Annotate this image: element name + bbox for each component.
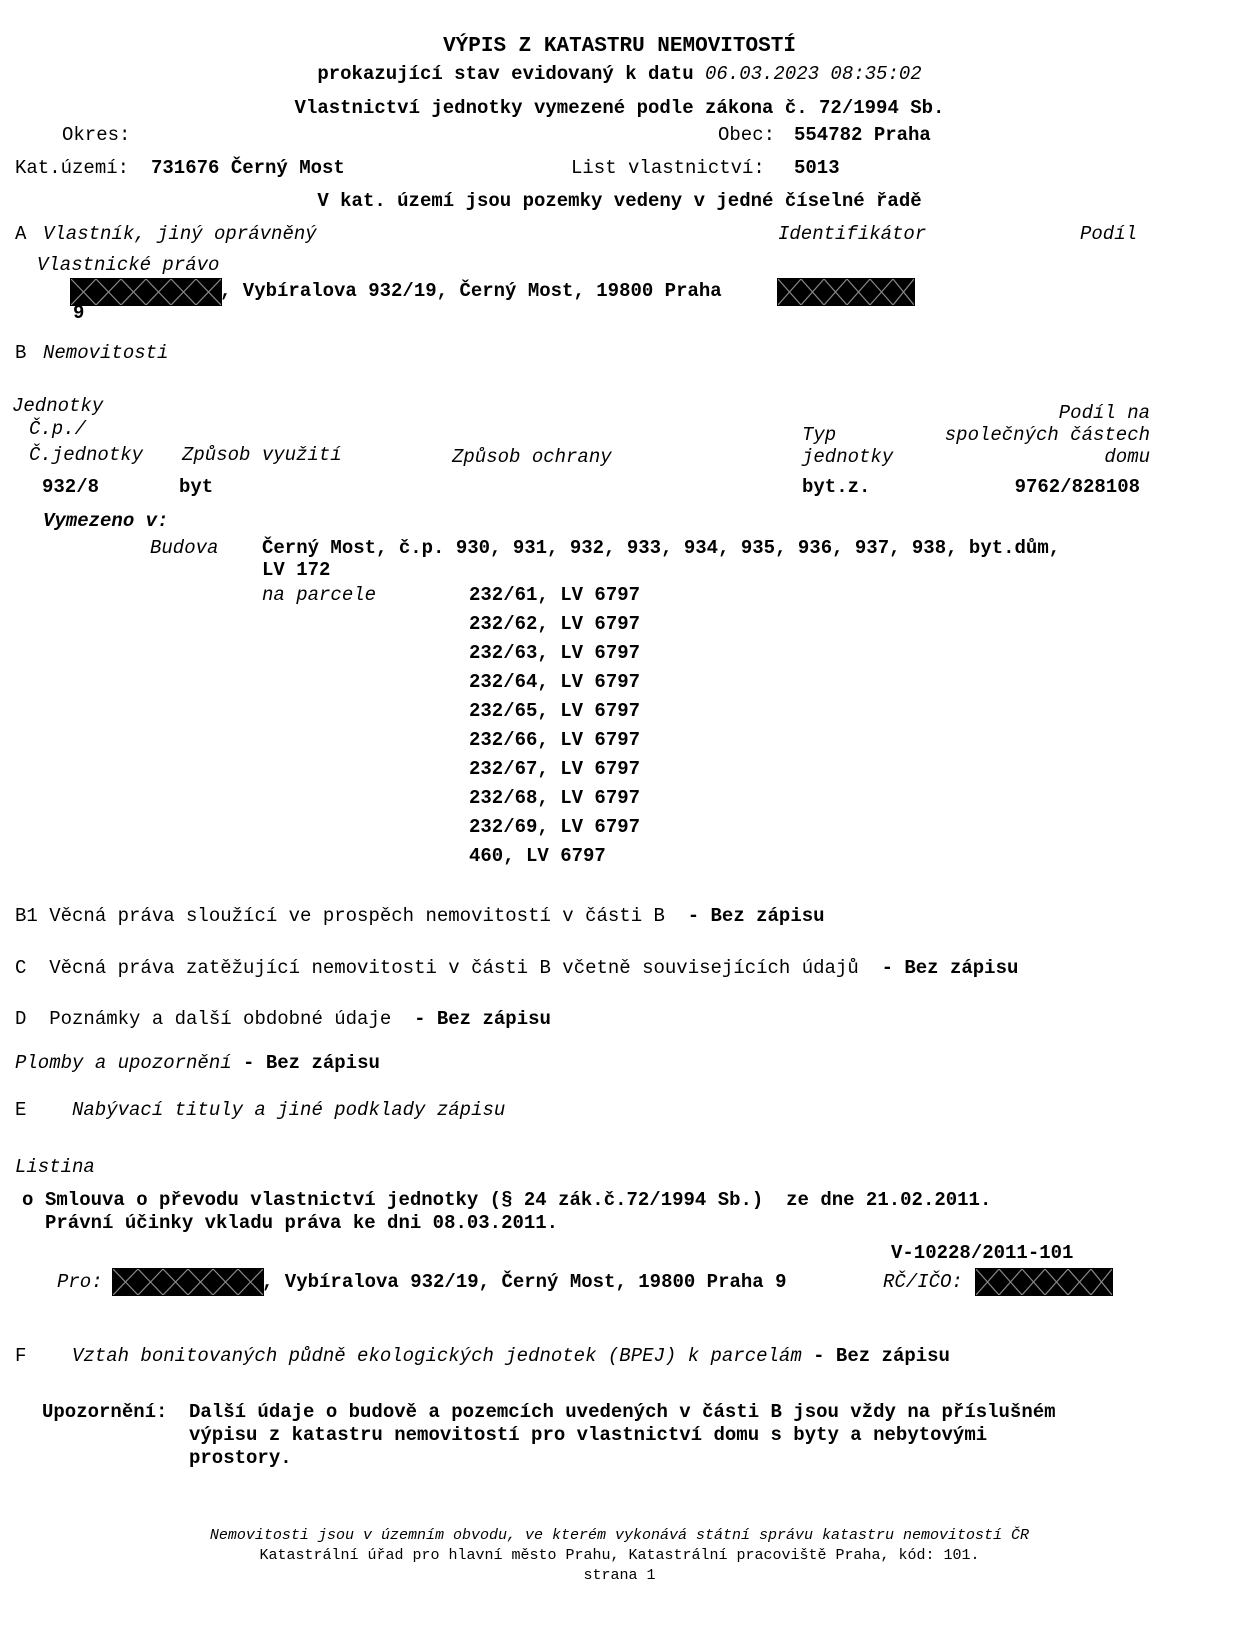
section-f-letter: F (15, 1345, 27, 1367)
section-e-title: Nabývací tituly a jiné podklady zápisu (72, 1099, 506, 1121)
section-d (15, 1008, 551, 1030)
budova-value-cont: LV 172 (262, 559, 331, 581)
column-podil-1: Podíl na (1058, 402, 1150, 424)
vymezeno-label: Vymezeno v: (43, 510, 169, 532)
warning-line1: Další údaje o budově a pozemcích uvedených v části B jsou vždy na příslušném (189, 1401, 1056, 1423)
plomby-status: - Bez zápisu (243, 1052, 380, 1074)
parcel-item: 232/65, LV 6797 (469, 700, 641, 722)
column-podil: Podíl (1080, 223, 1138, 245)
warning-line3: prostory. (189, 1447, 292, 1469)
listina-doc-line1: Smlouva o převodu vlastnictví jednotky (§ 24 zák.č.72/1994 Sb.) ze dne 21.02.2011. (45, 1189, 992, 1211)
parcel-item: 460, LV 6797 (469, 845, 606, 867)
column-typ: Typ (802, 424, 837, 446)
redacted-identifikator (777, 278, 915, 306)
footer-line2: Katastrální úřad pro hlavní město Prahu, Katastrální pracoviště Praha, kód: 101. (259, 1547, 980, 1564)
section-e-letter: E (15, 1099, 27, 1121)
column-cp: Č.p./ (29, 418, 87, 440)
section-a-title: Vlastník, jiný oprávněný (43, 223, 317, 245)
parcel-item: 232/63, LV 6797 (469, 642, 641, 664)
parcel-item: 232/66, LV 6797 (469, 729, 641, 751)
section-d-text: D Poznámky a další obdobné údaje (15, 1008, 392, 1030)
obec-value: 554782 Praha (794, 124, 931, 146)
parcel-item: 232/68, LV 6797 (469, 787, 641, 809)
section-b1 (15, 905, 825, 927)
katuzemi-value: 731676 Černý Most (151, 157, 345, 179)
budova-label: Budova (150, 537, 219, 559)
parcel-item: 232/69, LV 6797 (469, 816, 641, 838)
document-subtitle (0, 63, 1239, 85)
column-zpusob-ochrany: Způsob ochrany (452, 446, 612, 468)
redacted-rc-ico (975, 1268, 1113, 1296)
footer-line1: Nemovitosti jsou v územním obvodu, ve kterém vykonává státní správu katastru nemovitostí ČR (209, 1527, 1030, 1544)
warning-label: Upozornění: (42, 1401, 168, 1423)
vlastnicke-pravo-heading: Vlastnické právo (37, 254, 220, 276)
rc-ico-label: RČ/IČO: (883, 1271, 963, 1293)
obec-label: Obec: (718, 124, 776, 146)
column-identifikator: Identifikátor (778, 223, 927, 245)
jednotky-heading: Jednotky (12, 395, 104, 417)
parcel-item: 232/67, LV 6797 (469, 758, 641, 780)
lv-value: 5013 (794, 157, 840, 179)
listina-label: Listina (15, 1156, 95, 1178)
budova-value: Černý Most, č.p. 930, 931, 932, 933, 934, 935, 936, 937, 938, byt.dům, (262, 537, 1061, 559)
section-b1-status: - Bez zápisu (687, 905, 825, 927)
section-b1-text: B1 Věcná práva sloužící ve prospěch nemovitostí v části B (15, 905, 665, 927)
owner-address: , Vybíralova 932/19, Černý Most, 19800 Praha (220, 280, 722, 302)
listina-bullet: o (22, 1189, 34, 1211)
redacted-owner-name (70, 278, 222, 306)
okres-label: Okres: (62, 124, 131, 146)
section-c-text: C Věcná práva zatěžující nemovitosti v části B včetně souvisejících údajů (15, 957, 859, 979)
section-c (15, 957, 1018, 979)
column-jednotky: jednotky (802, 446, 894, 468)
subtitle-date: 06.03.2023 08:35:02 (705, 63, 922, 85)
katuzemi-label: Kat.území: (15, 157, 130, 179)
section-a-letter: A (15, 223, 27, 245)
listina-doc-ref: V-10228/2011-101 (891, 1242, 1074, 1264)
column-podil-3: domu (1104, 446, 1150, 468)
unit-number: 932/8 (42, 476, 100, 498)
parcel-item: 232/61, LV 6797 (469, 584, 641, 606)
unit-share: 9762/828108 (1014, 476, 1140, 498)
section-b-title: Nemovitosti (43, 342, 169, 364)
listina-doc-line2: Právní účinky vkladu práva ke dni 08.03.2011. (45, 1212, 559, 1234)
column-zpusob-vyuziti: Způsob využití (182, 444, 342, 466)
column-podil-2: společných částech (944, 424, 1150, 446)
owner-address-cont: 9 (73, 302, 85, 324)
document-title: VÝPIS Z KATASTRU NEMOVITOSTÍ (443, 35, 796, 58)
ownership-type-line: Vlastnictví jednotky vymezené podle zákona č. 72/1994 Sb. (294, 97, 945, 119)
numbering-note: V kat. území jsou pozemky vedeny v jedné číselné řadě (317, 190, 922, 212)
redacted-pro-name (112, 1268, 264, 1296)
pro-address: , Vybíralova 932/19, Černý Most, 19800 Praha 9 (262, 1271, 787, 1293)
parcel-item: 232/62, LV 6797 (469, 613, 641, 635)
unit-type: byt.z. (802, 476, 871, 498)
parcel-item: 232/64, LV 6797 (469, 671, 641, 693)
section-c-status: - Bez zápisu (881, 957, 1019, 979)
section-f (72, 1345, 950, 1367)
plomby (15, 1052, 380, 1074)
column-cjednotky: Č.jednotky (29, 444, 144, 466)
page-number: strana 1 (583, 1567, 656, 1584)
warning-line2: výpisu z katastru nemovitostí pro vlastnictví domu s byty a nebytovými (189, 1424, 988, 1446)
plomby-text: Plomby a upozornění (15, 1052, 232, 1074)
subtitle-prefix: prokazující stav evidovaný k datu (317, 63, 694, 85)
section-d-status: - Bez zápisu (414, 1008, 551, 1030)
section-b-letter: B (15, 342, 27, 364)
lv-label: List vlastnictví: (571, 157, 765, 179)
parcele-label: na parcele (262, 584, 377, 606)
pro-label: Pro: (57, 1271, 103, 1293)
unit-usage: byt (179, 476, 214, 498)
section-f-text: Vztah bonitovaných půdně ekologických jednotek (BPEJ) k parcelám (72, 1345, 802, 1367)
section-f-status: - Bez zápisu (813, 1345, 950, 1367)
